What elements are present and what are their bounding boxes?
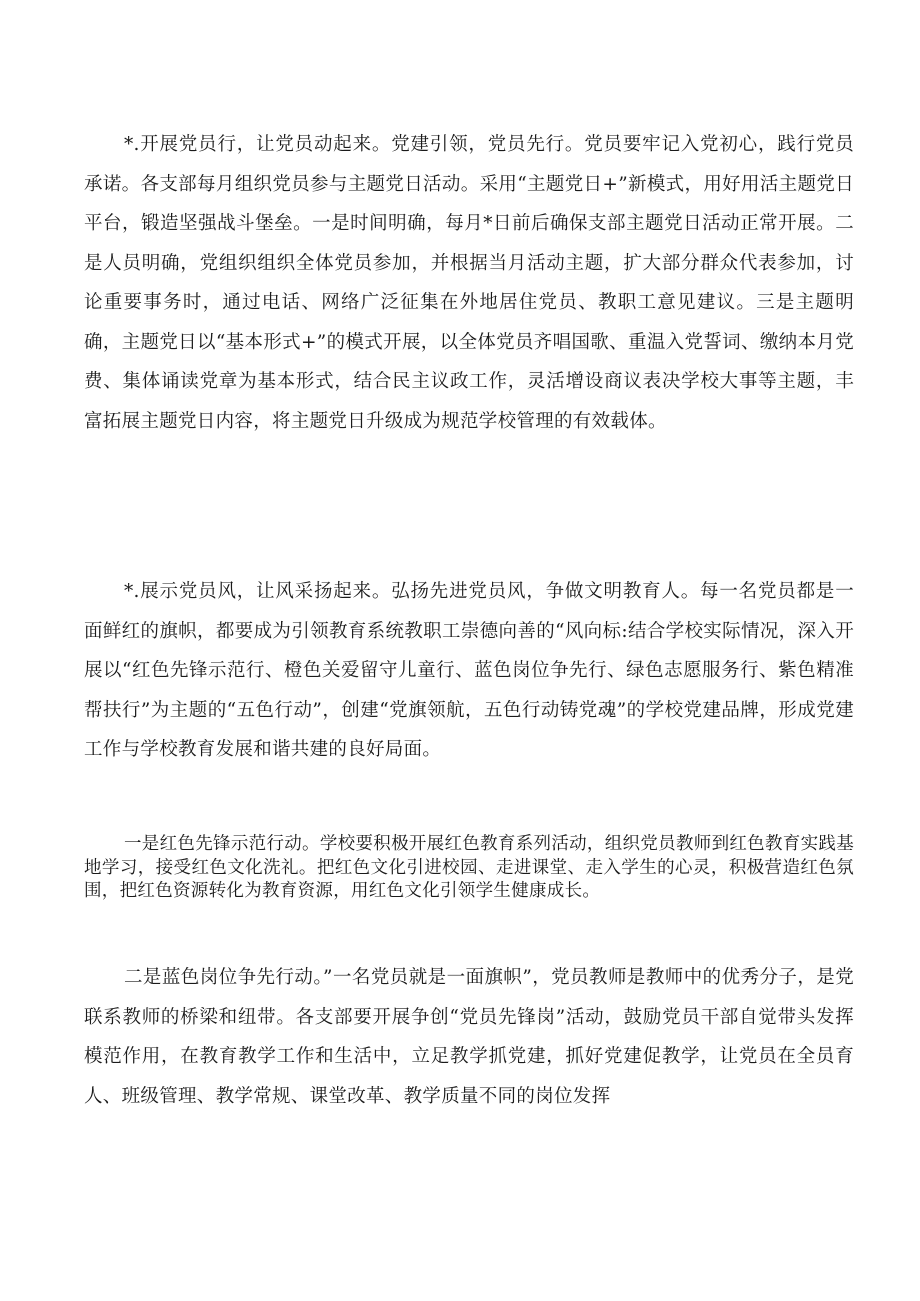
paragraph-red-pioneer-action: 一是红色先锋示范行动。学校要积极开展红色教育系列活动，组织党员教师到红色教育实践基地学习，接受红色文化洗礼。把红色文化引进校园、走进课堂、走入学生的心灵，积极营造红色氛围，把红色资源转化为教育资源，用红色文化引领学生健康成长。 (84, 834, 854, 901)
paragraph-blue-post-action: 二是蓝色岗位争先行动。”一名党员就是一面旗帜”，党员教师是教师中的优秀分子，是党联系教师的桥梁和纽带。各支部要开展争创“党员先锋岗”活动，鼓励党员干部自觉带头发挥模范作用，在教育教学工作和生活中，立足教学抓党建，抓好党建促教学，让党员在全员育人、班级管理、教学常规、课堂改革、教学质量不同的岗位发挥 (84, 967, 854, 1107)
paragraph-party-member-style: *.展示党员风，让风采扬起来。弘扬先进党员风，争做文明教育人。每一名党员都是一面鲜红的旗帜，都要成为引领教育系统教职工崇德向善的“风向标:结合学校实际情况，深入开展以“红色先锋示范行、橙色关爱留守儿童行、蓝色岗位争先行、绿色志愿服务行、紫色精准帮扶行”为主题的“五色行动”，创建“党旗领航，五色行动铸党魂”的学校党建品牌，形成党建工作与学校教育发展和谐共建的良好局面。 (84, 581, 854, 760)
paragraph-party-member-activities: *.开展党员行，让党员动起来。党建引领，党员先行。党员要牢记入党初心，践行党员承诺。各支部每月组织党员参与主题党日活动。采用“主题党日+”新模式，用好用活主题党日平台，锻造坚强战斗堡垒。一是时间明确，每月*日前后确保支部主题党日活动正常开展。二是人员明确，党组织组织全体党员参加，并根据当月活动主题，扩大部分群众代表参加，讨论重要事务时，通过电话、网络广泛征集在外地居住党员、教职工意见建议。三是主题明确，主题党日以“基本形式+”的模式开展，以全体党员齐唱国歌、重温入党誓词、缴纳本月党费、集体诵读党章为基本形式，结合民主议政工作，灵活增设商议表决学校大事等主题，丰富拓展主题党日内容，将主题党日升级成为规范学校管理的有效载体。 (84, 134, 854, 432)
